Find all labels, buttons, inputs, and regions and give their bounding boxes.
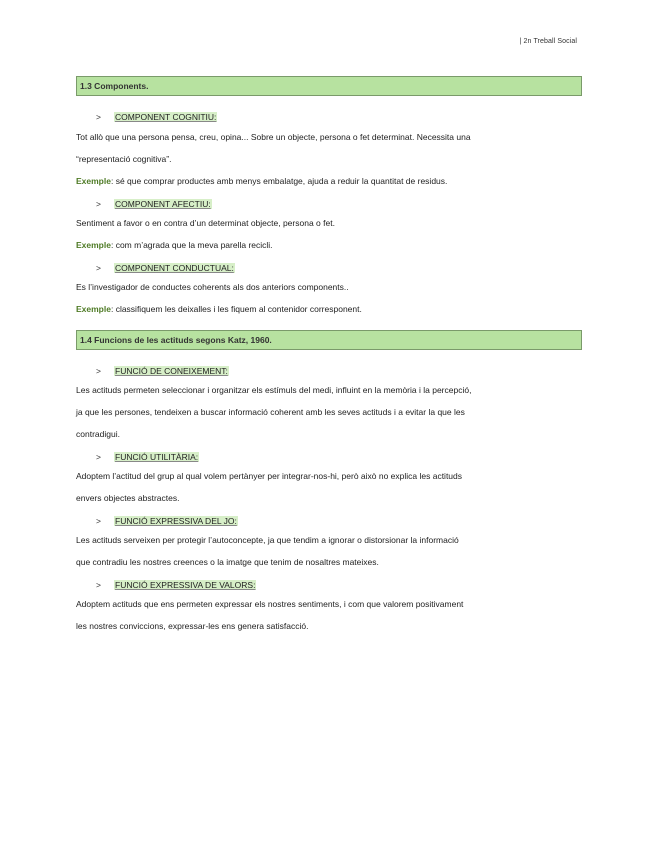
example-line bbox=[76, 234, 582, 256]
arrow-bullet-icon: > bbox=[96, 366, 101, 376]
paragraph-coneixement bbox=[76, 379, 582, 445]
subheading-title: FUNCIÓ UTILITÀRIA: bbox=[115, 452, 199, 462]
subheading-title: FUNCIÓ DE CONEIXEMENT: bbox=[115, 366, 228, 376]
subheading-component-cognitiu bbox=[96, 110, 582, 124]
subheading-title: FUNCIÓ EXPRESSIVA DEL JO: bbox=[115, 516, 237, 526]
paragraph-conductual bbox=[76, 276, 582, 320]
paragraph-line: Adoptem l’actitud del grup al qual volem pertànyer per integrar-nos-hi, però això no explica les actituds bbox=[76, 471, 463, 481]
subheading-funcio-expressiva-valors bbox=[96, 578, 582, 592]
example-label: Exemple bbox=[76, 176, 111, 186]
arrow-bullet-icon: > bbox=[96, 516, 101, 526]
section-heading-components: 1.3 Components. bbox=[76, 76, 582, 96]
subheading-funcio-coneixement bbox=[96, 364, 582, 378]
paragraph-line: contradigui. bbox=[76, 429, 120, 439]
paragraph-line: ja que les persones, tendeixen a buscar informació coherent amb les seves actituds i a evitar la que les bbox=[76, 407, 465, 417]
paragraph-utilitaria bbox=[76, 465, 582, 509]
subheading-component-afectiu bbox=[96, 197, 582, 211]
example-text: : com m’agrada que la meva parella recicli. bbox=[110, 240, 273, 250]
paragraph-expressiva-valors bbox=[76, 593, 582, 637]
subheading-funcio-expressiva-jo bbox=[96, 514, 582, 528]
arrow-bullet-icon: > bbox=[96, 580, 101, 590]
example-label: Exemple bbox=[76, 304, 111, 314]
paragraph-line: “representació cognitiva”. bbox=[76, 154, 172, 164]
subheading-title: FUNCIÓ EXPRESSIVA DE VALORS: bbox=[115, 580, 256, 590]
example-line bbox=[76, 298, 582, 320]
paragraph-line: envers objectes abstractes. bbox=[76, 493, 180, 503]
subheading-title: COMPONENT COGNITIU: bbox=[115, 112, 217, 122]
paragraph-afectiu bbox=[76, 212, 582, 256]
paragraph-line: les nostres conviccions, expressar-les ens genera satisfacció. bbox=[76, 621, 309, 631]
subheading-title: COMPONENT CONDUCTUAL: bbox=[115, 263, 234, 273]
example-line bbox=[76, 170, 582, 192]
paragraph-expressiva-jo bbox=[76, 529, 582, 573]
paragraph-line: Les actituds permeten seleccionar i organitzar els estímuls del medi, influint en la memòria i la percepció, bbox=[76, 385, 472, 395]
subheading-component-conductual bbox=[96, 261, 582, 275]
example-text: : classifiquem les deixalles i les fiquem al contenidor corresponent. bbox=[110, 304, 362, 314]
subheading-title: COMPONENT AFECTIU: bbox=[115, 199, 211, 209]
example-label: Exemple bbox=[76, 240, 111, 250]
arrow-bullet-icon: > bbox=[96, 452, 101, 462]
paragraph-line: Es l’investigador de conductes coherents als dos anteriors components.. bbox=[76, 282, 349, 292]
section-heading-funcions: 1.4 Funcions de les actituds segons Katz, 1960. bbox=[76, 330, 582, 350]
example-text: : sé que comprar productes amb menys embalatge, ajuda a reduir la quantitat de residus. bbox=[110, 176, 448, 186]
paragraph-line: Tot allò que una persona pensa, creu, opina... Sobre un objecte, persona o fet determinat. Necessita una bbox=[76, 132, 471, 142]
paragraph-line: Sentiment a favor o en contra d’un determinat objecte, persona o fet. bbox=[76, 218, 335, 228]
document-body bbox=[76, 76, 582, 637]
arrow-bullet-icon: > bbox=[96, 263, 101, 273]
arrow-bullet-icon: > bbox=[96, 112, 101, 122]
paragraph-cognitiu bbox=[76, 126, 582, 192]
paragraph-line: que contradiu les nostres creences o la imatge que tenim de nosaltres mateixes. bbox=[76, 557, 379, 567]
paragraph-line: Adoptem actituds que ens permeten expressar els nostres sentiments, i com que valorem positivament bbox=[76, 599, 464, 609]
running-header: | 2n Treball Social bbox=[519, 38, 577, 45]
subheading-funcio-utilitaria bbox=[96, 450, 582, 464]
arrow-bullet-icon: > bbox=[96, 199, 101, 209]
paragraph-line: Les actituds serveixen per protegir l’autoconcepte, ja que tendim a ignorar o distorsionar la informació bbox=[76, 535, 459, 545]
